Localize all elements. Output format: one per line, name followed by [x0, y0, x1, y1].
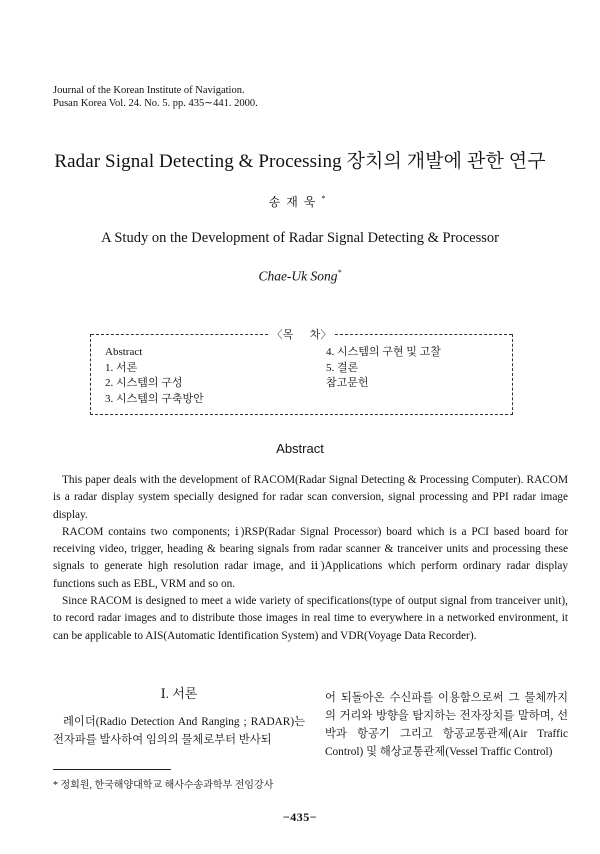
table-of-contents — [90, 329, 513, 415]
footnote: * 정회원, 한국해양대학교 해사수송과학부 전임강사 — [53, 780, 274, 791]
author-english — [0, 268, 600, 285]
abstract-body — [53, 472, 568, 645]
toc-left-column — [105, 345, 204, 407]
toc-item: 참고문헌 — [326, 377, 369, 389]
toc-right-column — [326, 345, 441, 392]
journal-name: Journal of the Korean Institute of Navigation. — [53, 85, 245, 96]
author-english-footnote-mark: * — [337, 268, 342, 277]
paper-title-korean: Radar Signal Detecting & Processing 장치의 개발에 관한 연구 — [54, 151, 546, 172]
toc-item: 3. 시스템의 구축방안 — [105, 392, 204, 405]
paper-title-english: A Study on the Development of Radar Signal Detecting & Processor — [101, 230, 499, 246]
body-paragraph: 레이더(Radio Detection And Ranging ; RADAR)는 전자파를 발사하여 임의의 물체로부터 반사되 — [53, 716, 305, 746]
section-heading: Ⅰ. 서론 — [160, 686, 198, 701]
toc-divider — [335, 334, 512, 335]
footnote-divider — [53, 769, 171, 770]
abstract-heading: Abstract — [276, 441, 324, 456]
author-english-name: Chae-Uk Song — [258, 268, 338, 284]
toc-item: 2. 시스템의 구성 — [105, 377, 183, 389]
toc-item: Abstract — [105, 346, 143, 358]
page-number: −435− — [282, 810, 318, 824]
toc-item: 4. 시스템의 구현 및 고찰 — [326, 346, 441, 358]
body-left-column — [53, 683, 305, 749]
body-right-column: 어 되돌아온 수신파를 이용함으로써 그 물체까지의 거리와 방향을 탐지하는 전자장치를 말하며, 선박과 항공기 그리고 항공교통관제(Air Traffic Control) 및 해상교통관제(Vessel Traffic Control) — [325, 692, 568, 758]
abstract-paragraph: This paper deals with the development of RACOM(Radar Signal Detecting & Processing Computer). RACOM is a radar display system specially designed for radar scan conversion, signal processing and PPI radar image display. — [53, 474, 568, 521]
toc-heading: 〈목 차〉 — [268, 326, 336, 342]
journal-volume-info: Pusan Korea Vol. 24. No. 5. pp. 435∼441. 2000. — [53, 98, 258, 109]
toc-item: 1. 서론 — [105, 361, 138, 374]
author-korean-name: 송재욱 — [268, 195, 322, 209]
abstract-paragraph: Since RACOM is designed to meet a wide variety of specifications(type of output signal from tranceiver unit), to record radar images and to distribute those images in real time to everywhere in a networked environment, it can be applicable to AIS(Automatic Identification System) and VDR(Voyage Data Recorder). — [53, 595, 568, 642]
author-korean — [0, 193, 600, 210]
abstract-paragraph: RACOM contains two components; ⅰ)RSP(Radar Signal Processor) board which is a PCI based board for receiving video, trigger, heading & bearing signals from radar scanner & tranceiver units and processing these signals to generate high resolution radar image, and ⅱ)Applications which perform ordinary radar display functions such as EBL, VRM and so on. — [53, 525, 568, 590]
journal-citation — [53, 84, 258, 110]
author-korean-footnote-mark: * — [321, 194, 332, 203]
toc-heading-row — [91, 327, 512, 341]
toc-divider — [91, 334, 268, 335]
toc-item: 5. 결론 — [326, 361, 359, 374]
